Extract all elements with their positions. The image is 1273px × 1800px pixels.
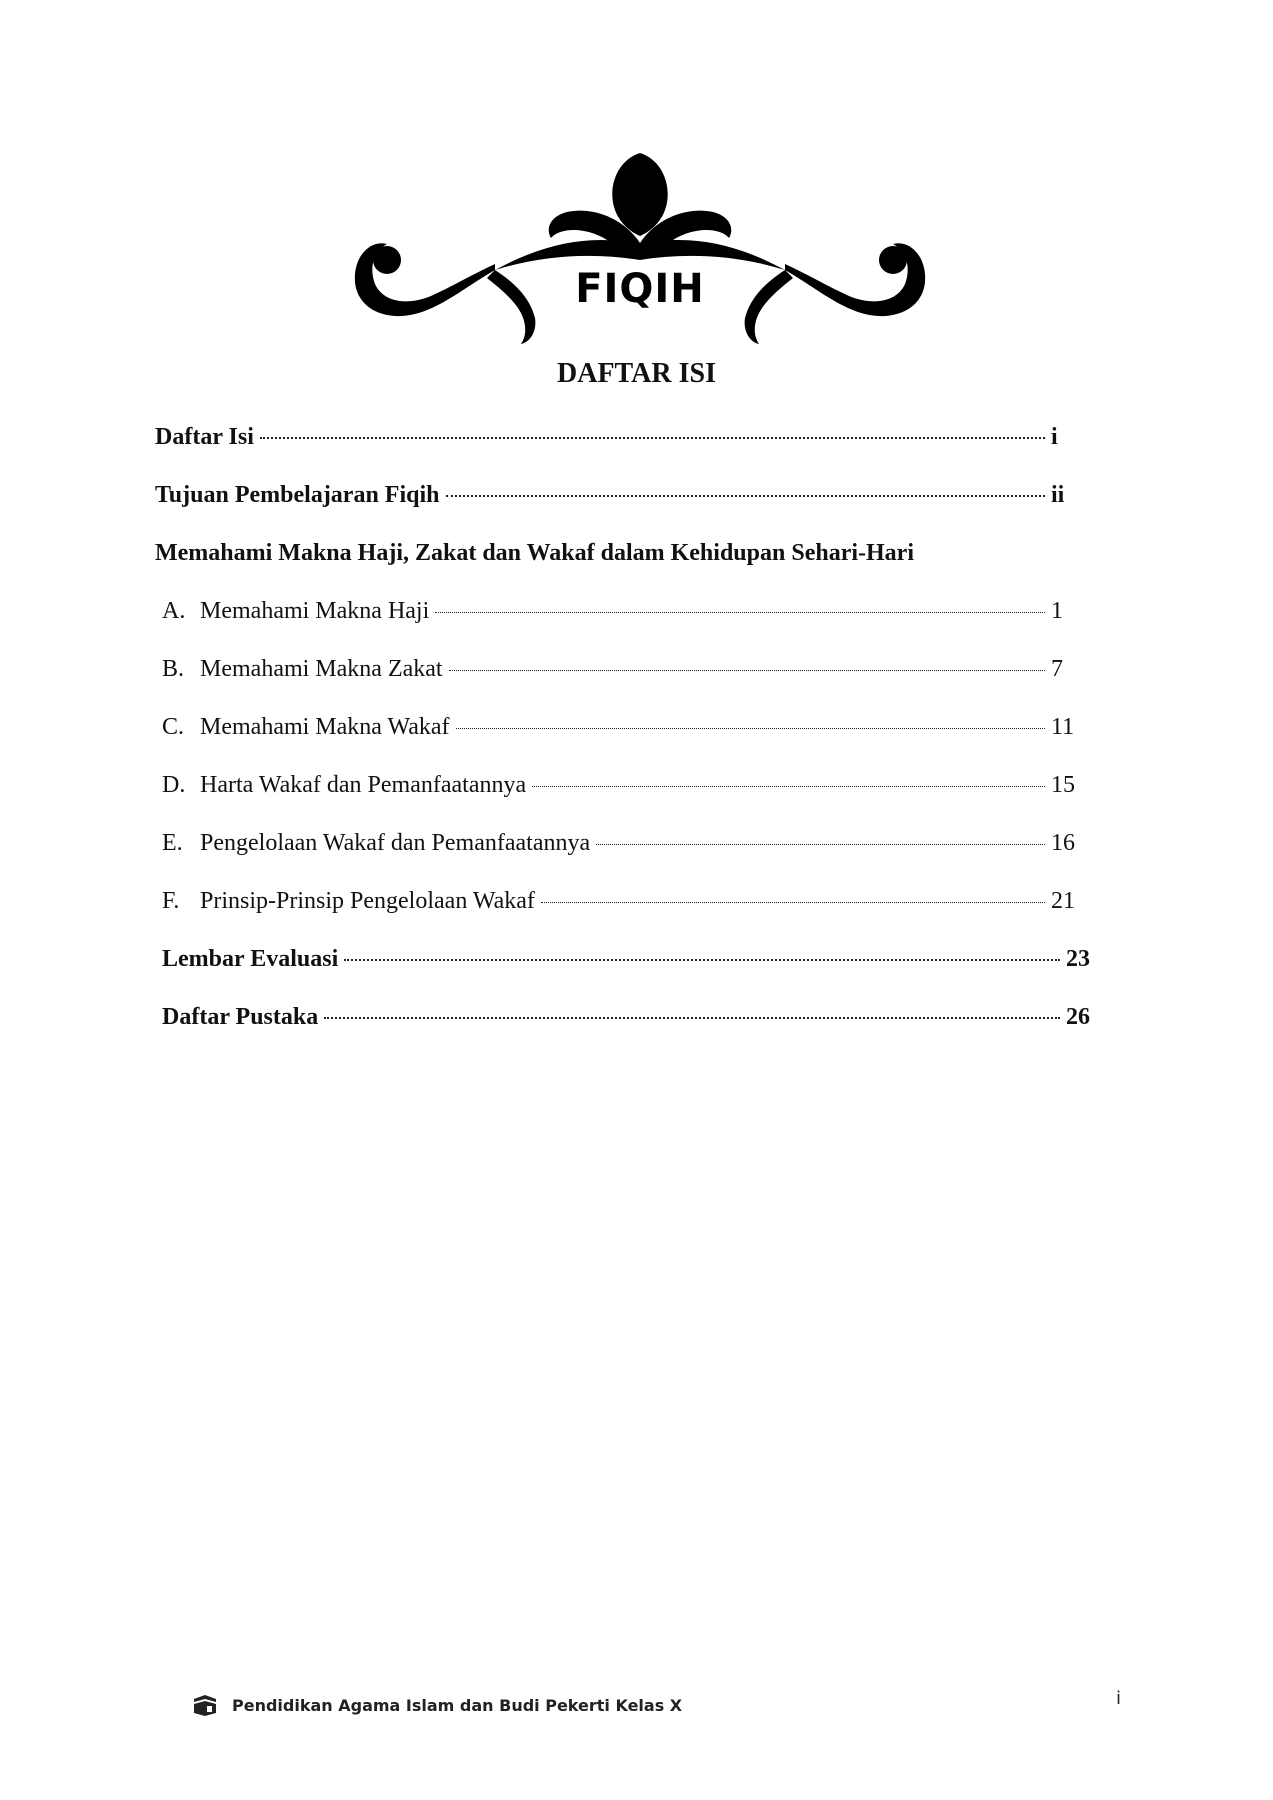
toc-dot-leader: [260, 437, 1045, 439]
toc-subentry-page: 21: [1051, 888, 1075, 914]
toc-subentry-b[interactable]: [162, 656, 1085, 683]
kaaba-icon: [192, 1693, 218, 1717]
toc-entry-page: ii: [1051, 482, 1065, 508]
toc-dot-leader: [532, 786, 1045, 787]
toc-entry-page: 26: [1066, 1004, 1090, 1030]
toc-subentry-page: 16: [1051, 830, 1075, 856]
toc-subentry-page: 11: [1051, 714, 1075, 740]
toc-dot-leader: [541, 902, 1045, 903]
toc-entry-label: Lembar Evaluasi: [162, 946, 339, 972]
toc-dot-leader: [456, 728, 1045, 729]
toc-dot-leader: [596, 844, 1045, 845]
toc-entry-tujuan[interactable]: [155, 482, 1085, 509]
toc-entry-label: Daftar Pustaka: [162, 1004, 319, 1030]
toc-subentry-label: Memahami Makna Haji: [200, 598, 430, 624]
toc-subentry-c[interactable]: [162, 714, 1085, 741]
page-footer: [192, 1687, 1122, 1723]
page-title: DAFTAR ISI: [557, 358, 716, 389]
toc-subentry-label: Harta Wakaf dan Pemanfaatannya: [200, 772, 527, 798]
toc-subentry-letter: A.: [162, 598, 186, 624]
toc-subentry-letter: C.: [162, 714, 185, 740]
toc-entry-page: 23: [1066, 946, 1090, 972]
toc-subentry-letter: E.: [162, 830, 183, 856]
toc-dot-leader: [344, 959, 1060, 961]
ornament-scroll-icon: [345, 148, 935, 353]
footer-book-title: Pendidikan Agama Islam dan Budi Pekerti Kelas X: [232, 1695, 683, 1715]
toc-subentry-letter: F.: [162, 888, 180, 914]
toc-subentry-label: Pengelolaan Wakaf dan Pemanfaatannya: [200, 830, 591, 856]
ornament-word: FIQIH: [575, 266, 705, 312]
toc-subentry-d[interactable]: [162, 772, 1085, 799]
toc-dot-leader: [446, 495, 1046, 497]
toc-subentry-e[interactable]: [162, 830, 1085, 857]
toc-subentry-label: Memahami Makna Wakaf: [200, 714, 450, 740]
footer-page-number: i: [1116, 1688, 1122, 1709]
toc-subentry-page: 1: [1051, 598, 1063, 624]
toc-entry-label: Tujuan Pembelajaran Fiqih: [155, 482, 440, 508]
toc-dot-leader: [449, 670, 1045, 671]
toc-subentry-page: 15: [1051, 772, 1075, 798]
toc-subentry-page: 7: [1051, 656, 1063, 682]
toc-subentry-letter: D.: [162, 772, 186, 798]
toc-entry-daftar-pustaka[interactable]: [162, 1004, 1100, 1031]
toc-entry-label: Daftar Isi: [155, 424, 254, 450]
toc-subentry-f[interactable]: [162, 888, 1085, 915]
toc-subentry-a[interactable]: [162, 598, 1085, 625]
toc-entry-lembar-evaluasi[interactable]: [162, 946, 1100, 973]
toc-entry-page: i: [1051, 424, 1058, 450]
toc-section-heading: Memahami Makna Haji, Zakat dan Wakaf dalam Kehidupan Sehari-Hari: [155, 540, 914, 566]
toc-entry-daftar-isi[interactable]: [155, 424, 1085, 451]
toc-dot-leader: [435, 612, 1045, 613]
toc-subentry-letter: B.: [162, 656, 185, 682]
toc-dot-leader: [324, 1017, 1060, 1019]
fiqih-ornament: [345, 148, 935, 353]
toc-subentry-label: Prinsip-Prinsip Pengelolaan Wakaf: [200, 888, 535, 914]
toc-subentry-label: Memahami Makna Zakat: [200, 656, 443, 682]
